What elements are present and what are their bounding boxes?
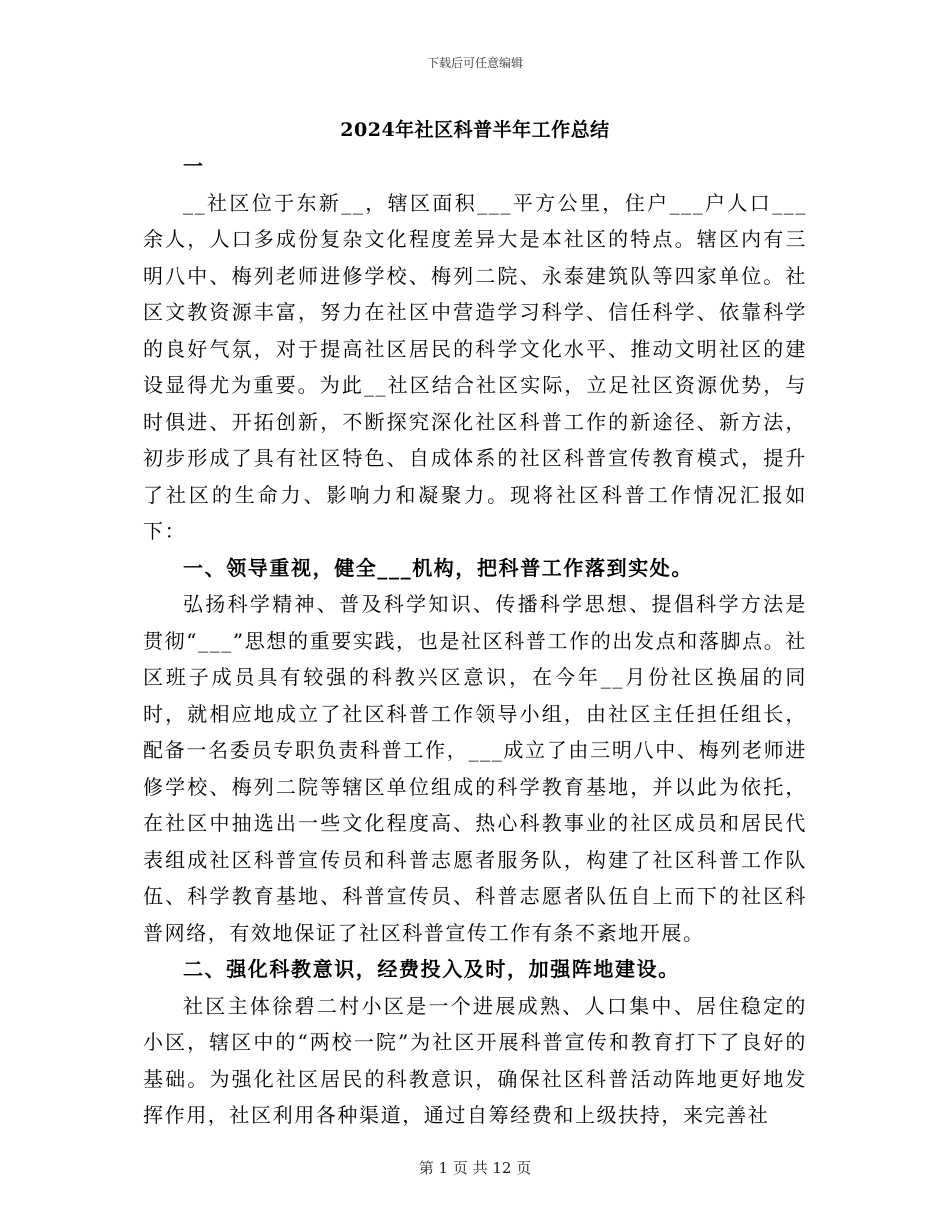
section-heading-2: 二、强化科教意识，经费投入及时，加强阵地建设。: [183, 957, 680, 981]
paragraph-leadership: 弘扬科学精神、普及科学知识、传播科学思想、提倡科学方法是贯彻“___”思想的重要实践，也是社区科普工作的出发点和落脚点。社区班子成员具有较强的科教兴区意识，在今年__月份社区换届的同时，就相应地成立了社区科普工作领导小组，由社区主任担任组长，配备一名委员专职负责科普工作，___成立了由三明八中、梅列老师进修学校、梅列二院等辖区单位组成的科学教育基地，并以此为依托，在社区中抽选出一些文化程度高、热心科教事业的社区成员和居民代表组成社区科普宣传员和科普志愿者服务队，构建了社区科普工作队伍、科学教育基地、科普宣传员、科普志愿者队伍自上而下的社区科普网络，有效地保证了社区科普宣传工作有条不紊地开展。: [143, 592, 807, 945]
document-body: [143, 148, 807, 1134]
page-number: 第 1 页 共 12 页: [418, 1159, 532, 1177]
section-heading-1: 一、领导重视，健全___机构，把科普工作落到实处。: [183, 555, 693, 580]
paragraph-awareness: 社区主体徐碧二村小区是一个进展成熟、人口集中、居住稳定的小区，辖区中的“两校一院”为社区开展科普宣传和教育打下了良好的基础。为强化社区居民的科教意识，确保社区科普活动阵地更好地发挥作用，社区利用各种渠道，通过自筹经费和上级扶持，来完善社: [143, 993, 807, 1127]
paragraph-intro: __社区位于东新__，辖区面积___平方公里，住户___户人口___余人，人口多成份复杂文化程度差异大是本社区的特点。辖区内有三明八中、梅列老师进修学校、梅列二院、永泰建筑队等四家单位。社区文教资源丰富，努力在社区中营造学习科学、信任科学、依靠科学的良好气氛，对于提高社区居民的科学文化水平、推动文明社区的建设显得尤为重要。为此__社区结合社区实际，立足社区资源优势，与时俱进、开拓创新，不断探究深化社区科普工作的新途径、新方法，初步形成了具有社区特色、自成体系的社区科普宣传教育模式，提升了社区的生命力、影响力和凝聚力。现将社区科普工作情况汇报如下：: [143, 190, 807, 543]
download-note: 下载后可任意编辑: [426, 56, 523, 70]
document-title: 2024年社区科普半年工作总结: [340, 119, 610, 141]
section-marker: 一: [183, 154, 205, 178]
